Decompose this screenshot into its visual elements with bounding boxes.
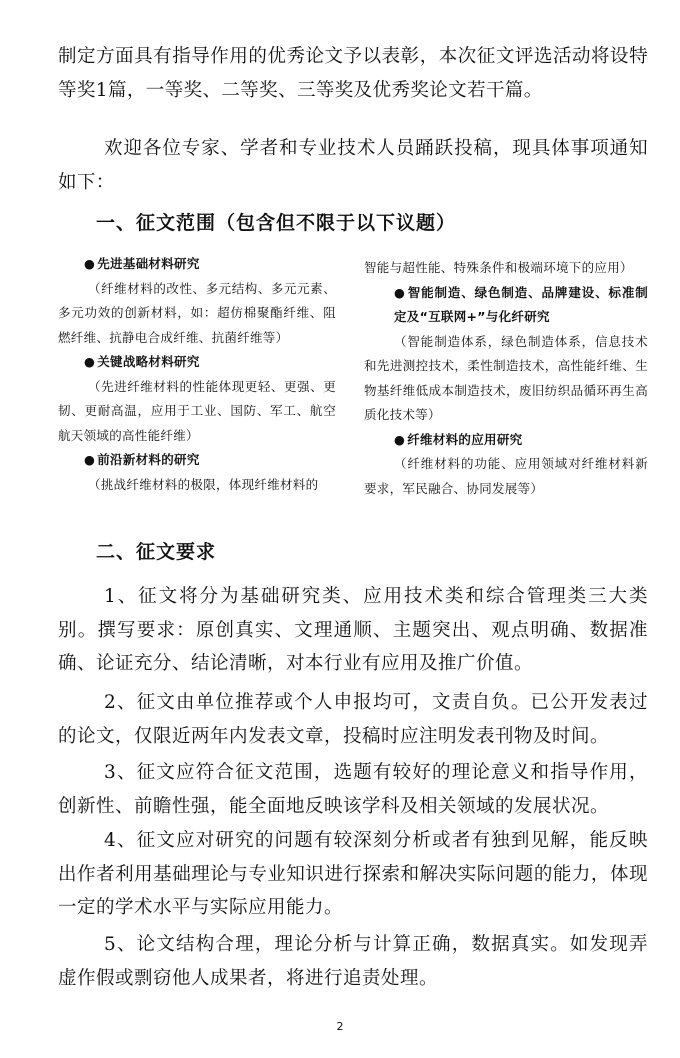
requirement-item-1: 1、征文将分为基础研究类、应用技术类和综合管理类三大类别。撰写要求：原创真实、文理通顺、主题突出、观点明确、数据准确、论证充分、结论清晰，对本行业有应用及推广价值。 (58, 586, 648, 674)
topic-title: ● 关键战略材料研究 (84, 354, 200, 369)
topic-description: （挑战纤维材料的极限，体现纤维材料的 (88, 476, 319, 492)
page-number: 2 (336, 1020, 344, 1033)
topic-title: ● 智能制造、绿色制造、品牌建设、标准制定及“互联网+”与化纤研究 (394, 284, 648, 324)
topic-description: （纤维材料的功能、应用领域对纤维材料新要求，军民融合、协同发展等） (364, 456, 648, 496)
requirement-item-4: 4、征文应对研究的问题有较深刻分析或者有独到见解，能反映出作者利用基础理论与专业知识进行探索和解决实际问题的能力，体现一定的学术水平与实际应用能力。 (58, 830, 648, 918)
section-2-heading: 二、征文要求 (96, 541, 217, 563)
topic-title: ● 前沿新材料的研究 (84, 452, 200, 467)
bullet-icon: ● (394, 284, 406, 300)
requirement-item-3: 3、征文应符合征文范围，选题有较好的理论意义和指导作用，创新性、前瞻性强，能全面地反映该学科及相关领域的发展状况。 (58, 762, 648, 817)
intro-paragraph-1: 制定方面具有指导作用的优秀论文予以表彰，本次征文评选活动将设特等奖1篇，一等奖、二等奖、三等奖及优秀奖论文若干篇。 (58, 46, 648, 101)
intro-paragraph-2: 欢迎各位专家、学者和专业技术人员踊跃投稿，现具体事项通知如下： (58, 138, 648, 193)
topic-title: ● 纤维材料的应用研究 (394, 431, 523, 447)
topic-title: ● 先进基础材料研究 (84, 256, 200, 271)
bullet-icon: ● (84, 452, 96, 467)
topic-description: （纤维材料的改性、多元结构、多元元素、多元功效的创新材料，如：超仿棉聚酯纤维、阻燃纤维、抗静电合成纤维、抗菌纤维等） (58, 280, 336, 345)
topic-description: （智能制造体系，绿色制造体系，信息技术和先进测控技术，柔性制造技术，高性能纤维、生物基纤维低成本制造技术，废旧纺织品循环再生高质化技术等） (364, 333, 648, 422)
bullet-icon: ● (84, 354, 96, 369)
topics-right-column (364, 256, 648, 501)
topic-description: （先进纤维材料的性能体现更轻、更强、更韧、更耐高温，应用于工业、国防、军工、航空航天领域的高性能纤维） (58, 378, 336, 443)
bullet-icon: ● (394, 431, 406, 447)
topic-description-continued: 智能与超性能、特殊条件和极端环境下的应用） (364, 260, 633, 275)
requirement-item-5: 5、论文结构合理，理论分析与计算正确，数据真实。如发现弄虚作假或剽窃他人成果者，将进行追责处理。 (58, 934, 648, 989)
requirement-item-2: 2、征文由单位推荐或个人申报均可，文责自负。已公开发表过的论文，仅限近两年内发表文章，投稿时应注明发表刊物及时间。 (58, 692, 648, 747)
bullet-icon: ● (84, 256, 96, 271)
section-1-heading: 一、征文范围（包含但不限于以下议题） (96, 212, 457, 234)
topics-left-column (58, 252, 336, 497)
